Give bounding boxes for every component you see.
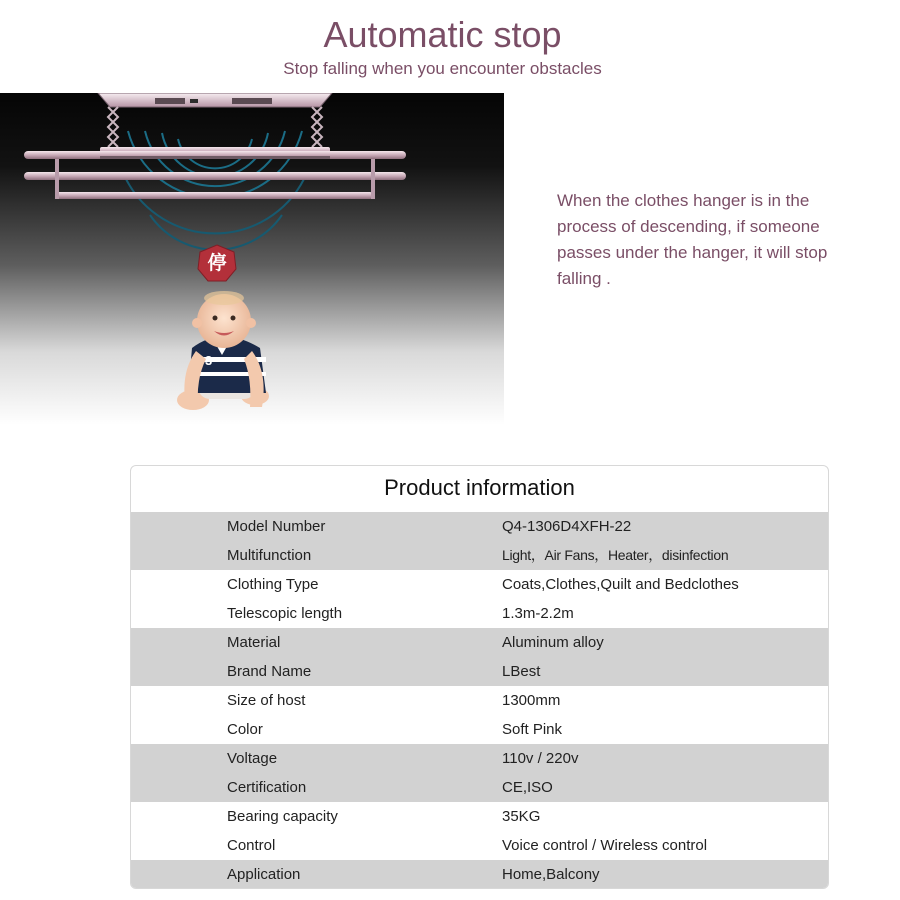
row-value: Aluminum alloy xyxy=(502,634,604,651)
row-value: 110v / 220v xyxy=(502,750,579,767)
table-row xyxy=(131,599,828,628)
table-row xyxy=(131,628,828,657)
table-row xyxy=(131,860,828,889)
row-label: Clothing Type xyxy=(227,576,319,593)
page-title: Automatic stop xyxy=(323,14,562,55)
stop-sign-text: 停 xyxy=(207,252,227,274)
row-value: 35KG xyxy=(502,808,541,825)
drying-rails xyxy=(24,147,406,199)
product-information-table xyxy=(130,465,829,889)
table-row xyxy=(131,715,828,744)
table-row xyxy=(131,570,828,599)
row-label: Control xyxy=(227,837,276,854)
baby-figure xyxy=(177,291,269,410)
table-row xyxy=(131,744,828,773)
row-value: 1.3m-2.2m xyxy=(502,605,574,622)
row-value: Coats,Clothes,Quilt and Bedclothes xyxy=(502,576,739,593)
description-line: process of descending, if someone xyxy=(557,217,820,236)
product-information-rows xyxy=(131,512,828,889)
hanger-scene-graphic xyxy=(0,93,504,425)
table-row xyxy=(131,686,828,715)
row-label: Telescopic length xyxy=(227,605,343,622)
row-value: Soft Pink xyxy=(502,721,563,738)
row-value: CE,ISO xyxy=(502,779,553,796)
table-row xyxy=(131,541,828,570)
row-label: Size of host xyxy=(227,692,306,709)
row-label: Multifunction xyxy=(227,547,312,564)
row-label: Brand Name xyxy=(227,663,312,680)
table-row xyxy=(131,657,828,686)
table-row xyxy=(131,831,828,860)
description-line: When the clothes hanger is in the xyxy=(557,191,810,210)
product-information-title: Product information xyxy=(384,475,575,500)
table-row xyxy=(131,773,828,802)
row-value: Light，Air Fans，Heater，disinfection xyxy=(502,547,729,563)
description-line: passes under the hanger, it will stop xyxy=(557,243,828,262)
row-label: Voltage xyxy=(227,750,278,767)
scissor-arms xyxy=(108,107,322,147)
page-subtitle: Stop falling when you encounter obstacles xyxy=(283,59,602,78)
row-value: Home,Balcony xyxy=(502,866,600,883)
row-label: Application xyxy=(227,866,301,883)
row-value: 1300mm xyxy=(502,692,561,709)
row-label: Certification xyxy=(227,779,307,796)
row-value: LBest xyxy=(502,663,541,680)
table-row xyxy=(131,512,828,541)
hanger-illustration xyxy=(0,93,504,425)
baby-shirt-number: 3 xyxy=(205,353,213,368)
row-label: Color xyxy=(227,721,263,738)
row-label: Bearing capacity xyxy=(227,808,338,825)
row-value: Q4-1306D4XFH-22 xyxy=(502,518,632,535)
table-row xyxy=(131,802,828,831)
hanger-host xyxy=(98,93,332,107)
row-value: Voice control / Wireless control xyxy=(502,837,708,854)
row-label: Model Number xyxy=(227,518,326,535)
description-line: falling . xyxy=(557,269,611,288)
feature-description xyxy=(557,188,857,292)
row-label: Material xyxy=(227,634,281,651)
